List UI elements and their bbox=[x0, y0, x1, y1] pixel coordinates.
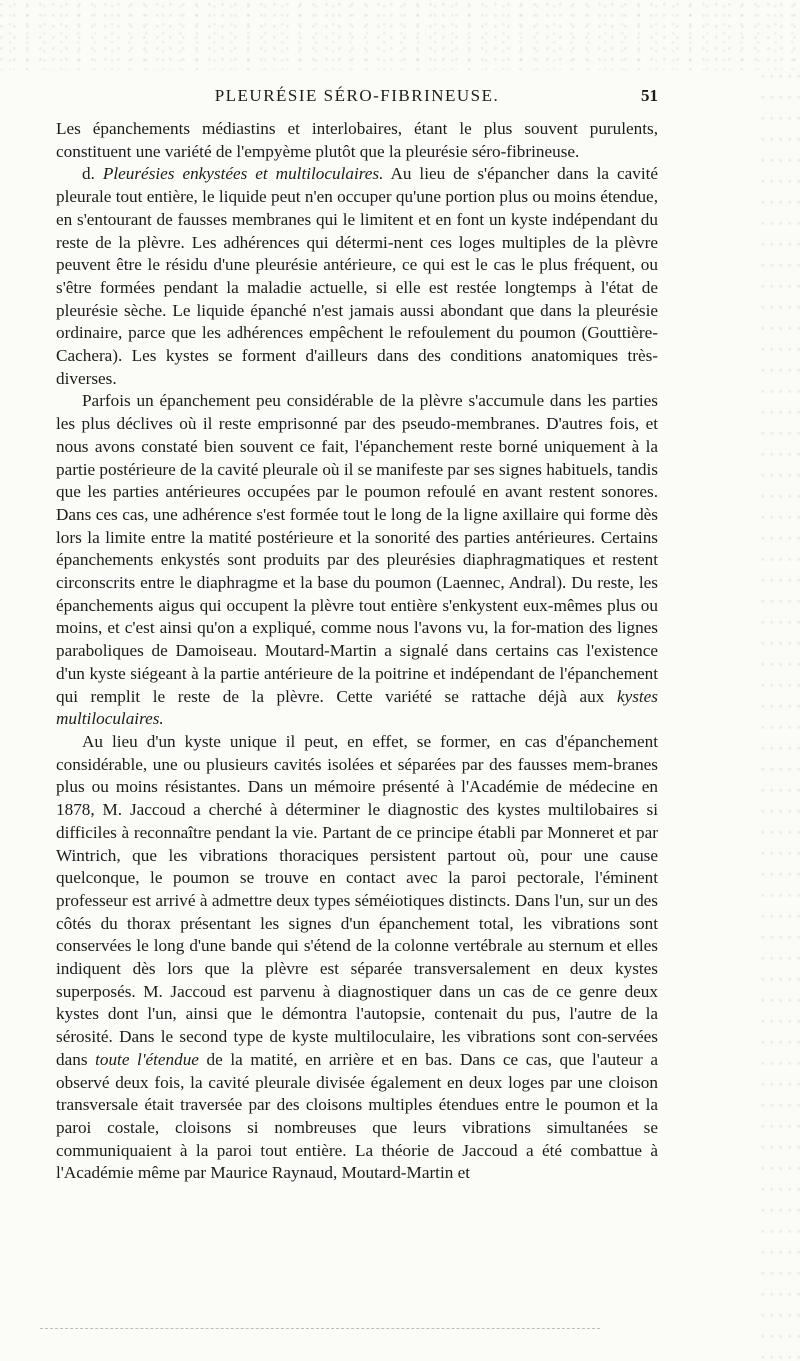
running-title: PLEURÉSIE SÉRO-FIBRINEUSE. bbox=[214, 86, 500, 105]
paragraph-parfois: Parfois un épanchement peu considérable de la plèvre s'accumule dans les parties les plus déclives où il reste emprisonné par des pseudo-membranes. D'autres fois, et nous avons constaté bien souvent ce fait, l'épanchement reste borné uniquement à la partie postérieure de la cavité pleurale où il se manifeste par ses signes habituels, tandis que les parties antérieures occupées par le poumon refoulé en avant restent sonores. Dans ces cas, une adhérence s'est formée tout le long de la ligne axillaire qui forme dès lors la limite entre la matité postérieure et la sonorité des parties antérieures. Certains épanchements enkystés sont produits par des pleurésies diaphragmatiques et restent circonscrits entre le diaphragme et la base du poumon (Laennec, Andral). Du reste, les épanchements aigus qui occupent la plèvre tout entière s'enkystent eux-mêmes plus ou moins, et c'est ainsi qu'on a expliqué, comme nous l'avons vu, la for-mation des lignes paraboliques de Damoiseau. Moutard-Martin a signalé dans certains cas l'existence d'un kyste siégeant à la partie antérieure de la poitrine et indépendant de l'épanchement qui remplit le reste de la plèvre. Cette variété se rattache déjà aux kystes multiloculaires. bbox=[56, 391, 658, 729]
section-heading: Pleurésies enkystées et multiloculaires. bbox=[102, 164, 384, 184]
italic-term: toute l'étendue bbox=[95, 1049, 199, 1069]
scan-noise-top bbox=[0, 0, 800, 70]
scan-noise-right bbox=[760, 70, 800, 1361]
italic-term: kystes multiloculaires. bbox=[56, 686, 658, 729]
body-text bbox=[56, 118, 658, 1185]
page-number: 51 bbox=[641, 86, 658, 105]
paragraph-jaccoud: Au lieu d'un kyste unique il peut, en effet, se former, en cas d'épanchement considérable, une ou plusieurs cavités isolées et séparées par des fausses mem-branes plus ou moins résistantes. Dans un mémoire présenté à l'Académie de médecine en 1878, M. Jaccoud a cherché à déterminer le diagnostic des kystes multilobaires si difficiles à reconnaître pendant la vie. Partant de ce principe établi par Monneret et par Wintrich, que les vibrations thoraciques persistent partout où, pour une cause quelconque, le poumon se trouve en contact avec la paroi pectorale, l'éminent professeur est arrivé à admettre deux types séméiotiques distincts. Dans l'un, sur un des côtés du thorax présentant les signes d'un épanchement total, les vibrations sont conservées le long d'une bande qui s'étend de la colonne vertébrale au sternum et elles indiquent dès lors que la plèvre est séparée transversalement en deux kystes superposés. M. Jaccoud est parvenu à diagnostiquer dans un cas de ce genre deux kystes dont l'un, ainsi que le démontra l'autopsie, contenait du pus, l'autre de la sérosité. Dans le second type de kyste multiloculaire, les vibrations sont con-servées dans toute l'étendue de la matité, en arrière et en bas. Dans ce cas, que l'auteur a observé deux fois, la cavité pleurale divisée également en deux loges par une cloison transversale était traversée par des cloisons multiples étendues entre le poumon et la paroi costale, cloisons si nombreuses que leurs vibrations simultanées se communiquaient à la paroi tout entière. La théorie de Jaccoud a été combattue à l'Académie même par Maurice Raynaud, Moutard-Martin et bbox=[56, 731, 658, 1183]
paragraph-mediastinal: Les épanchements médiastins et interlobaires, étant le plus souvent purulents, constituent une variété de l'empyème plutôt que la pleurésie séro-fibrineuse. bbox=[56, 119, 658, 161]
paragraph-enkystees: d. Pleurésies enkystées et multiloculaires. Au lieu de s'épancher dans la cavité pleurale tout entière, le liquide peut n'en occuper qu'une portion plus ou moins étendue, en s'entourant de fausses membranes qui le limitent et en font un kyste indépendant du reste de la plèvre. Les adhérences qui détermi-nent ces loges multiples de la plèvre peuvent être le résidu d'une pleurésie antérieure, ce qui est le cas le plus fréquent, ou s'être formées pendant la maladie actuelle, si elle est restée longtemps à l'état de pleurésie sèche. Le liquide épanché n'est jamais aussi abondant que dans la pleurésie ordinaire, parce que les adhérences empêchent le refoulement du poumon (Gouttière-Cachera). Les kystes se forment d'ailleurs dans des conditions anatomiques très-diverses. bbox=[56, 164, 659, 388]
scan-bottom-edge bbox=[40, 1328, 600, 1331]
page-header bbox=[56, 86, 658, 110]
